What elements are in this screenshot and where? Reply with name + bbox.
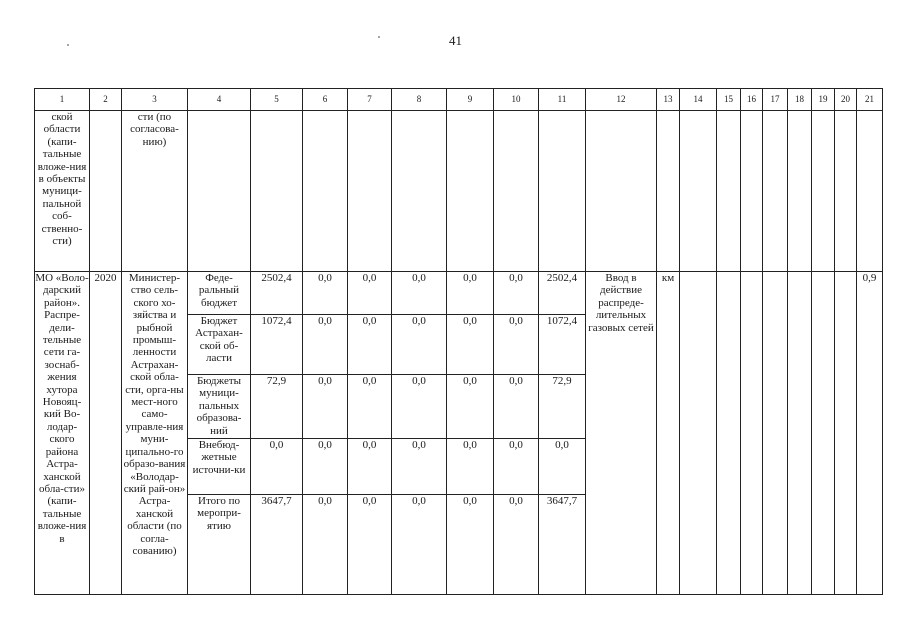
- column-header: 10: [494, 89, 539, 111]
- amount-cell: 0,0: [348, 439, 392, 495]
- amount-cell: 0,0: [348, 495, 392, 595]
- amount-cell: 0,0: [348, 315, 392, 375]
- amount-cell: 0,0: [303, 375, 348, 439]
- scan-speck: [378, 36, 380, 38]
- funding-row-federal: [35, 272, 883, 315]
- funding-source: Внебюд-жетные источни-ки: [188, 439, 251, 495]
- continued-executor: сти (по согласова-нию): [122, 111, 188, 272]
- column-header: 21: [857, 89, 883, 111]
- amount-cell: 0,0: [447, 315, 494, 375]
- amount-cell: 0,0: [494, 315, 539, 375]
- amount-cell: 0,0: [447, 495, 494, 595]
- amount-cell: 0,0: [303, 439, 348, 495]
- amount-cell: 2502,4: [251, 272, 303, 315]
- column-header: 4: [188, 89, 251, 111]
- amount-cell: 0,0: [494, 272, 539, 315]
- column-header: 2: [90, 89, 122, 111]
- column-header: 1: [35, 89, 90, 111]
- amount-cell: 0,0: [539, 439, 586, 495]
- column-header: 20: [835, 89, 857, 111]
- measure-executor: Министер-ство сель-ского хо-зяйства и рыбной промыш-ленности Астрахан-ской обла-сти, орга-ны мест-ного само-управле-ния муни-ципально-го образо-вания «Володар-ский рай-он» Астра-ханской области (по согла-сованию): [122, 272, 188, 595]
- measure-year: 2020: [90, 272, 122, 595]
- amount-cell: 0,0: [494, 439, 539, 495]
- amount-cell: 3647,7: [251, 495, 303, 595]
- column-header: 5: [251, 89, 303, 111]
- funding-source: Бюджеты муници-пальных образова-ний: [188, 375, 251, 439]
- funding-source: Итого по меропри-ятию: [188, 495, 251, 595]
- amount-cell: 0,0: [447, 439, 494, 495]
- amount-cell: 3647,7: [539, 495, 586, 595]
- amount-cell: 72,9: [539, 375, 586, 439]
- column-header: 13: [657, 89, 680, 111]
- column-header: 19: [812, 89, 835, 111]
- amount-cell: 0,0: [348, 375, 392, 439]
- amount-cell: 0,0: [392, 375, 447, 439]
- continuation-row: [35, 111, 883, 272]
- amount-cell: 0,0: [494, 375, 539, 439]
- amount-cell: 0,0: [392, 272, 447, 315]
- column-header: 7: [348, 89, 392, 111]
- scan-speck: [67, 44, 69, 46]
- column-header: 8: [392, 89, 447, 111]
- amount-cell: 0,0: [303, 495, 348, 595]
- column-number-row: [35, 89, 883, 111]
- amount-cell: 0,0: [447, 375, 494, 439]
- amount-cell: 0,0: [251, 439, 303, 495]
- column-header: 9: [447, 89, 494, 111]
- indicator-value: 0,9: [857, 272, 883, 595]
- continued-measure-name: ской области (капи-тальные вложе-ния в объекты муници-пальной соб-ственно-сти): [35, 111, 90, 272]
- program-table: [34, 88, 883, 595]
- column-header: 15: [717, 89, 741, 111]
- amount-cell: 0,0: [494, 495, 539, 595]
- column-header: 12: [586, 89, 657, 111]
- funding-source: Бюджет Астрахан-ской об-ласти: [188, 315, 251, 375]
- funding-source: Феде-ральный бюджет: [188, 272, 251, 315]
- column-header: 6: [303, 89, 348, 111]
- column-header: 3: [122, 89, 188, 111]
- amount-cell: 0,0: [392, 495, 447, 595]
- amount-cell: 72,9: [251, 375, 303, 439]
- column-header: 18: [788, 89, 812, 111]
- amount-cell: 0,0: [348, 272, 392, 315]
- amount-cell: 0,0: [303, 272, 348, 315]
- amount-cell: 0,0: [447, 272, 494, 315]
- amount-cell: 0,0: [303, 315, 348, 375]
- amount-cell: 1072,4: [539, 315, 586, 375]
- column-header: 16: [741, 89, 763, 111]
- indicator-unit: км: [657, 272, 680, 595]
- amount-cell: 2502,4: [539, 272, 586, 315]
- column-header: 14: [680, 89, 717, 111]
- target-indicator: Ввод в действие распреде-лительных газовых сетей: [586, 272, 657, 595]
- column-header: 17: [763, 89, 788, 111]
- page-number: 41: [449, 33, 462, 48]
- amount-cell: 0,0: [392, 439, 447, 495]
- amount-cell: 0,0: [392, 315, 447, 375]
- measure-name: МО «Воло-дарский район». Распре-дели-тельные сети га-зоснаб-жения хутора Новояц-кий Во-лодар-ского района Астра-ханской обла-сти» (капи-тальные вложе-ния в: [35, 272, 90, 595]
- column-header: 11: [539, 89, 586, 111]
- amount-cell: 1072,4: [251, 315, 303, 375]
